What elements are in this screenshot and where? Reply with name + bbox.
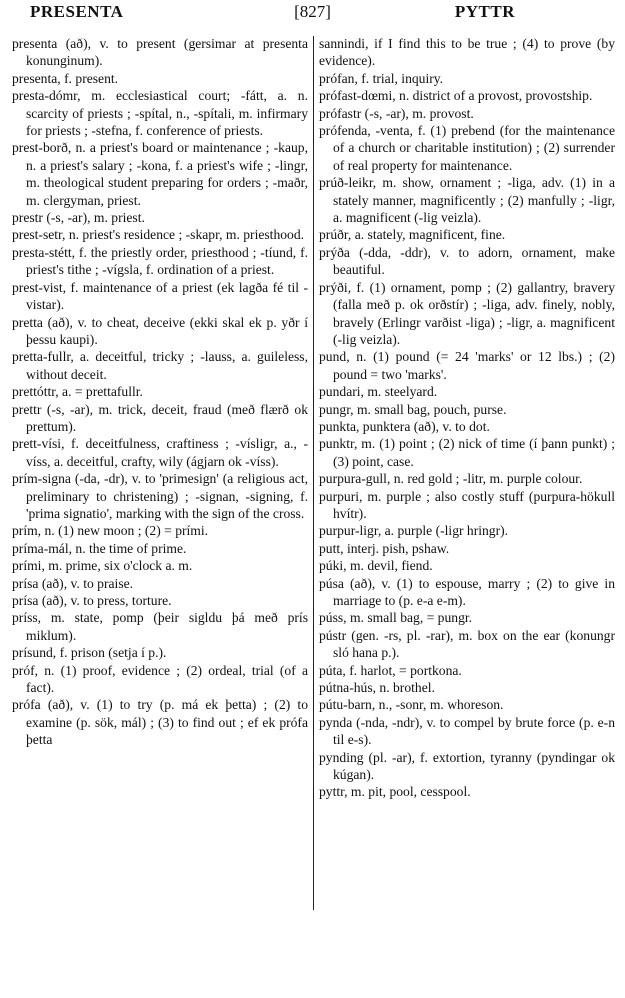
dictionary-entry: príss, m. state, pomp (þeir sigldu þá með prís miklum). — [12, 610, 308, 643]
dictionary-entry: prófast-dœmi, n. district of a provost, provostship. — [319, 88, 593, 104]
dictionary-entry: purpur-ligr, a. purple (-ligr hringr). — [319, 523, 509, 539]
dictionary-entry: pynding (pl. -ar), f. extortion, tyranny (pyndingar ok kúgan). — [319, 749, 615, 783]
dictionary-entry: prísund, f. prison (setja í p.). — [12, 645, 167, 661]
dictionary-entry: prettóttr, a. = prettafullr. — [12, 384, 143, 400]
dictionary-entry: pretta-fullr, a. deceitful, tricky ; -lauss, a. guileless, without deceit. — [12, 349, 308, 382]
dictionary-entry: púss, m. small bag, = pungr. — [319, 610, 473, 626]
dictionary-entry: prýða (-dda, -ddr), v. to adorn, ornament, make beautiful. — [319, 244, 615, 278]
dictionary-entry: punkta, punktera (að), v. to dot. — [319, 418, 490, 434]
dictionary-entry: pundari, m. steelyard. — [319, 384, 438, 400]
dictionary-entry: punktr, m. (1) point ; (2) nick of time (í þann punkt) ; (3) point, case. — [319, 436, 615, 469]
dictionary-entry: pungr, m. small bag, pouch, purse. — [319, 401, 507, 417]
dictionary-entry: pynda (-nda, -ndr), v. to compel by brute force (p. e-n til e-s). — [319, 714, 615, 748]
dictionary-entry: presenta, f. present. — [12, 70, 119, 86]
dictionary-entry: presenta (að), v. to present (gersimar at presenta konunginum). — [12, 36, 308, 69]
dictionary-entry: prísa (að), v. to praise. — [12, 575, 134, 591]
right-running-headword: PYTTR — [454, 2, 515, 21]
dictionary-entry: prýði, f. (1) ornament, pomp ; (2) gallantry, bravery (falla með p. ok orðstír) ; -liga, adv. finely, nobly, bravely (Erlingr varðist -liga) ; -ligr, a. magnificent (-lig veizla). — [319, 279, 615, 347]
dictionary-entry: prúð-leikr, m. show, ornament ; -liga, adv. (1) in a stately manner, magnificently ; (2) manfully ; -ligr, a. magnificent (-lig veizla). — [319, 175, 615, 226]
dictionary-entry: prest-vist, f. maintenance of a priest (ek lagða fé til -vistar). — [12, 279, 308, 313]
dictionary-entry: próf, n. (1) proof, evidence ; (2) ordeal, trial (of a fact). — [12, 662, 308, 696]
page-number: [827] — [294, 2, 331, 21]
dictionary-entry: prófastr (-s, -ar), m. provost. — [319, 105, 474, 121]
dictionary-entry: presta-dómr, m. ecclesiastical court; -fátt, a. n. scarcity of priests ; -spítal, n., -spítali, m. infirmary for priests ; -stefna, f. conference of priests. — [12, 88, 308, 139]
dictionary-entry: pretta (að), v. to cheat, deceive (ekki skal ek p. yðr í þessu kaupi). — [12, 314, 308, 347]
left-column — [12, 35, 308, 749]
dictionary-entry: presta-stétt, f. the priestly order, priesthood ; -tíund, f. priest's tithe ; -vígsla, f. ordination of a priest. — [12, 244, 308, 278]
dictionary-entry: purpuri, m. purple ; also costly stuff (purpura-hökull hvítr). — [319, 488, 615, 521]
dictionary-entry: prófan, f. trial, inquiry. — [319, 70, 444, 86]
dictionary-entry: pund, n. (1) pound (= 24 'marks' or 12 lbs.) ; (2) pound = two 'marks'. — [319, 349, 615, 382]
dictionary-entry: prófa (að), v. (1) to try (p. má ek þetta) ; (2) to examine (p. sök, mál) ; (3) to find out ; ef ek prófa þetta — [12, 697, 308, 748]
dictionary-entry: prest-setr, n. priest's residence ; -skapr, m. priesthood. — [12, 227, 305, 243]
dictionary-entry: prím-signa (-da, -dr), v. to 'primesign' (a religious act, preliminary to christening) ; -signan, -signing, f. 'prima signatio', marking with the sign of the cross. — [12, 471, 308, 521]
dictionary-entry: prísa (að), v. to press, torture. — [12, 593, 172, 608]
dictionary-entry: prím, n. (1) new moon ; (2) = prími. — [12, 523, 209, 539]
dictionary-entry-continuation: sannindi, if I find this to be true ; (4) to prove (by evidence). — [319, 36, 615, 69]
dictionary-entry: púki, m. devil, fiend. — [319, 558, 433, 574]
dictionary-entry: prestr (-s, -ar), m. priest. — [12, 210, 145, 226]
left-running-headword: PRESENTA — [30, 2, 124, 21]
dictionary-entry: príma-mál, n. the time of prime. — [12, 540, 187, 556]
dictionary-entry: pútu-barn, n., -sonr, m. whoreson. — [319, 697, 504, 713]
dictionary-entry: prími, m. prime, six o'clock a. m. — [12, 558, 193, 574]
dictionary-entry: púsa (að), v. (1) to espouse, marry ; (2) to give in marriage to (p. e-a e-m). — [319, 575, 615, 608]
dictionary-entry: prest-borð, n. a priest's board or maintenance ; -kaup, n. a priest's salary ; -kona, f. a priest's wife ; -lingr, m. theological student preparing for orders ; -maðr, m. clergyman, priest. — [12, 140, 308, 208]
dictionary-entry: púta, f. harlot, = portkona. — [319, 662, 462, 678]
dictionary-entry: pútna-hús, n. brothel. — [319, 680, 435, 696]
dictionary-entry: pyttr, m. pit, pool, cesspool. — [319, 784, 471, 800]
dictionary-entry: prett-vísi, f. deceitfulness, craftiness ; -vísligr, a., -víss, a. deceitful, crafty, wily (ágjarn ok -víss). — [12, 436, 308, 469]
dictionary-entry: pústr (gen. -rs, pl. -rar), m. box on the ear (konungr sló hana p.). — [319, 627, 615, 661]
page-header — [10, 2, 615, 26]
right-column — [319, 35, 615, 801]
dictionary-entry: prúðr, a. stately, magnificent, fine. — [319, 227, 506, 243]
column-divider — [313, 36, 314, 910]
dictionary-entry: prófenda, -venta, f. (1) prebend (for the maintenance of a church or charitable institution) ; (2) surrender of real property for maintenance. — [319, 123, 615, 173]
dictionary-entry: prettr (-s, -ar), m. trick, deceit, fraud (með flærð ok prettum). — [12, 401, 308, 434]
dictionary-entry: putt, interj. pish, pshaw. — [319, 540, 450, 556]
dictionary-entry: purpura-gull, n. red gold ; -litr, m. purple colour. — [319, 471, 583, 487]
